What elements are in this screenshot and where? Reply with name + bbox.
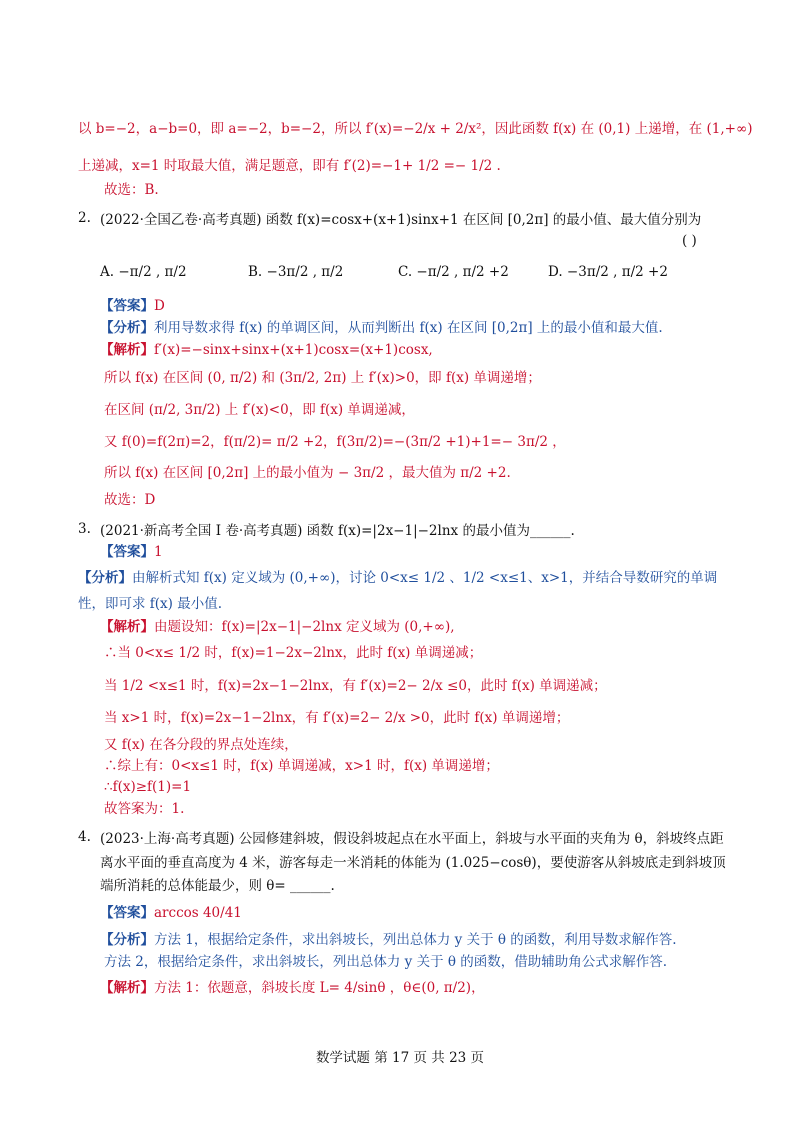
q2-analysis (100, 318, 760, 338)
q4-analysis-line-2: 方法 2，根据给定条件，求出斜坡长，列出总体力 y 关于 θ 的函数，借助辅助角公式求解作答. (104, 954, 668, 970)
q2-solution-label: 【解析】 (100, 342, 154, 358)
q3-solution-label: 【解析】 (100, 619, 154, 635)
q4-stem-line-1: (2023·上海·高考真题) 公园修建斜坡，假设斜坡起点在水平面上，斜坡与水平面的夹角为 θ，斜坡终点距 (100, 831, 724, 847)
q3-solution-text-1: 由题设知：f(x)=|2x−1|−2lnx 定义域为 (0,+∞), (154, 619, 455, 635)
q3-solution-line-4: 当 x>1 时，f(x)=2x−1−2lnx，有 f′(x)=2− 2/x >0，此时 f(x) 单调递增； (104, 710, 570, 726)
q3-stem: (2021·新高考全国 I 卷·高考真题) 函数 f(x)=|2x−1|−2lnx 的最小值为______. (100, 523, 575, 539)
q4-solution-label: 【解析】 (100, 980, 154, 996)
q3-solution-line-5: 又 f(x) 在各分段的界点处连续， (104, 737, 298, 753)
q2-answer (100, 296, 760, 316)
q3-analysis-label: 【分析】 (78, 570, 132, 586)
q3-analysis-line-1 (78, 568, 760, 588)
q3-solution-line-2: ∴当 0<x≤ 1/2 时，f(x)=1−2x−2lnx，此时 f(x) 单调递减； (104, 645, 483, 661)
q2-number: 2. (78, 210, 91, 226)
q2-analysis-label: 【分析】 (100, 320, 154, 336)
q4-solution-line-1 (100, 978, 760, 998)
q2-solution-line-5: 所以 f(x) 在区间 [0,2π] 上的最小值为 − 3π/2 ，最大值为 π/2 +2. (104, 465, 511, 481)
q3-answer (100, 542, 760, 562)
q2-answer-paren: ( ) (682, 233, 697, 249)
q2-stem: (2022·全国乙卷·高考真题) 函数 f(x)=cosx+(x+1)sinx+1 在区间 [0,2π] 的最小值、最大值分别为 (100, 212, 702, 228)
q4-stem-line-2: 离水平面的垂直高度为 4 米，游客每走一米消耗的体能为 (1.025−cosθ)，要使游客从斜坡底走到斜坡顶 (100, 855, 726, 871)
q3-analysis-text-1: 由解析式知 f(x) 定义域为 (0,+∞)，讨论 0<x≤ 1/2 、1/2 <x≤1、x>1，并结合导数研究的单调 (132, 570, 718, 586)
q4-number: 4. (78, 829, 91, 845)
q2-analysis-text: 利用导数求得 f(x) 的单调区间，从而判断出 f(x) 在区间 [0,2π] 上的最小值和最大值. (154, 320, 663, 336)
q2-option-c: C. −π/2 , π/2 +2 (398, 264, 509, 280)
q4-stem-line-3: 端所消耗的总体能最少，则 θ= ______. (100, 878, 335, 894)
q3-answer-value: 1 (154, 544, 163, 560)
q2-solution-line-2: 所以 f(x) 在区间 (0, π/2) 和 (3π/2, 2π) 上 f′(x)>0，即 f(x) 单调递增； (104, 370, 541, 386)
q4-answer-value: arccos 40/41 (154, 905, 242, 921)
q2-solution-line-4: 又 f(0)=f(2π)=2，f(π/2)= π/2 +2，f(3π/2)=−(3π/2 +1)+1=− 3π/2 ， (104, 434, 566, 450)
q3-solution-line-7: ∴f(x)≥f(1)=1 (104, 779, 192, 795)
q2-answer-value: D (154, 298, 165, 314)
q3-answer-label: 【答案】 (100, 544, 154, 560)
q2-solution-line-3: 在区间 (π/2, 3π/2) 上 f′(x)<0，即 f(x) 单调递减， (104, 402, 415, 418)
prev-solution-line-1: 以 b=−2，a−b=0，即 a=−2，b=−2，所以 f′(x)=−2/x + 2/x²，因此函数 f(x) 在 (0,1) 上递增，在 (1,+∞) (78, 121, 753, 137)
q4-analysis-text-1: 方法 1，根据给定条件，求出斜坡长，列出总体力 y 关于 θ 的函数，利用导数求解作答. (154, 932, 677, 948)
q2-option-b: B. −3π/2 , π/2 (248, 264, 344, 280)
q4-answer-label: 【答案】 (100, 905, 154, 921)
q3-solution-line-8: 故答案为：1. (104, 801, 185, 817)
q3-solution-line-3: 当 1/2 <x≤1 时，f(x)=2x−1−2lnx，有 f′(x)=2− 2/x ≤0，此时 f(x) 单调递减； (104, 678, 607, 694)
q2-answer-label: 【答案】 (100, 298, 154, 314)
q3-analysis-line-2: 性，即可求 f(x) 最小值. (78, 596, 223, 612)
prev-solution-answer: 故选：B. (104, 182, 159, 198)
q4-solution-text-1: 方法 1：依题意，斜坡长度 L= 4/sinθ ，θ∈(0, π/2)， (154, 980, 485, 996)
q4-analysis-label: 【分析】 (100, 932, 154, 948)
q2-option-d: D. −3π/2 , π/2 +2 (548, 264, 668, 280)
q2-solution-line-6: 故选：D (104, 492, 156, 508)
q4-analysis-line-1 (100, 930, 760, 950)
q3-solution-line-1 (100, 617, 760, 637)
q4-answer (100, 903, 760, 923)
prev-solution-line-2: 上递减，x=1 时取最大值，满足题意，即有 f′(2)=−1+ 1/2 =− 1/2 . (78, 158, 501, 174)
page-footer: 数学试题 第 17 页 共 23 页 (315, 1050, 485, 1066)
q2-solution-line-1 (100, 340, 760, 360)
q3-solution-line-6: ∴综上有：0<x≤1 时，f(x) 单调递减，x>1 时，f(x) 单调递增； (104, 758, 499, 774)
q2-option-a: A. −π/2 , π/2 (100, 264, 187, 280)
q3-number: 3. (78, 521, 91, 537)
q2-solution-text-1: f′(x)=−sinx+sinx+(x+1)cosx=(x+1)cosx, (154, 342, 433, 358)
